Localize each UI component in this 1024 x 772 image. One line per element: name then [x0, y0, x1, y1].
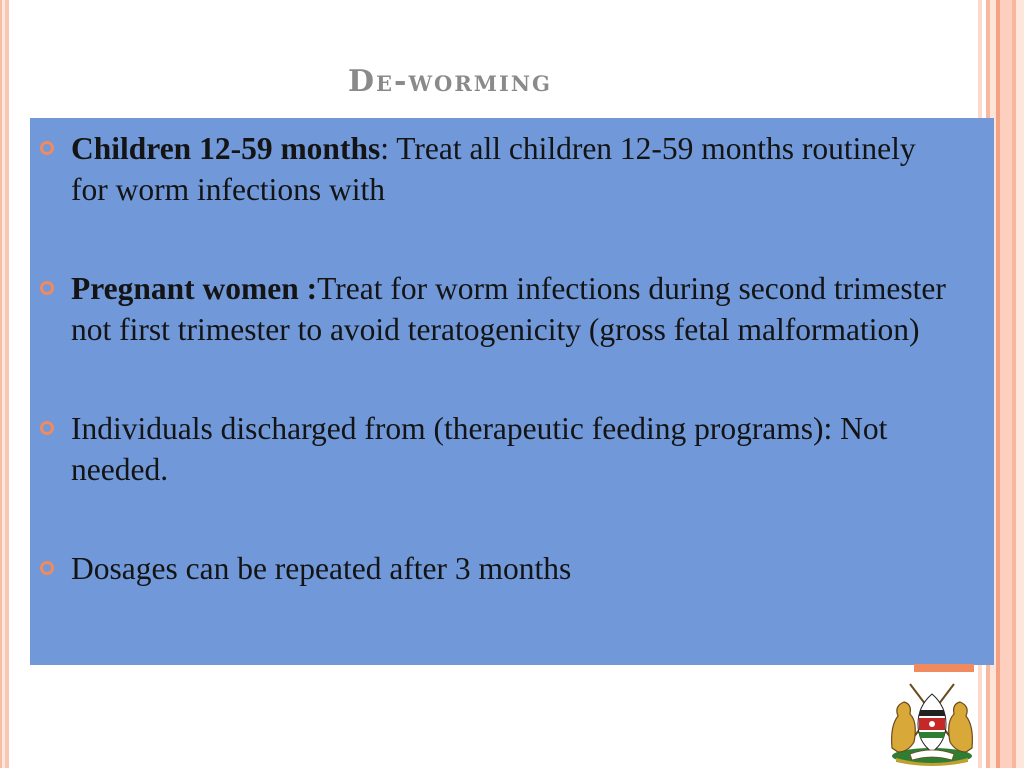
- bullet-item: [40, 548, 954, 589]
- bullet-text: Individuals discharged from (therapeutic feeding programs): Not needed.: [71, 411, 888, 487]
- slide-title: De-worming: [347, 64, 552, 99]
- coat-of-arms-icon: [884, 672, 980, 768]
- bullet-text: Dosages can be repeated after 3 months: [71, 551, 572, 586]
- bullet-marker-icon: [40, 141, 54, 155]
- content-box: [30, 118, 994, 665]
- bullet-item: [40, 268, 954, 350]
- left-decorative-stripe: [0, 0, 9, 768]
- bullet-heading: Children 12-59 months: [71, 131, 381, 166]
- accent-bar: [914, 664, 974, 672]
- bullet-marker-icon: [40, 561, 54, 575]
- bullet-heading: Pregnant women :: [71, 271, 318, 306]
- bullet-item: [40, 408, 954, 490]
- bullet-marker-icon: [40, 281, 54, 295]
- bullet-text: Treat for worm infections during second trimester not first trimester to avoid teratogenicity (gross fetal malformation): [71, 271, 946, 347]
- bullet-item: [40, 128, 954, 210]
- bullet-text: : Treat all children 12-59 months routinely for worm infections with: [71, 131, 916, 207]
- bullet-marker-icon: [40, 421, 54, 435]
